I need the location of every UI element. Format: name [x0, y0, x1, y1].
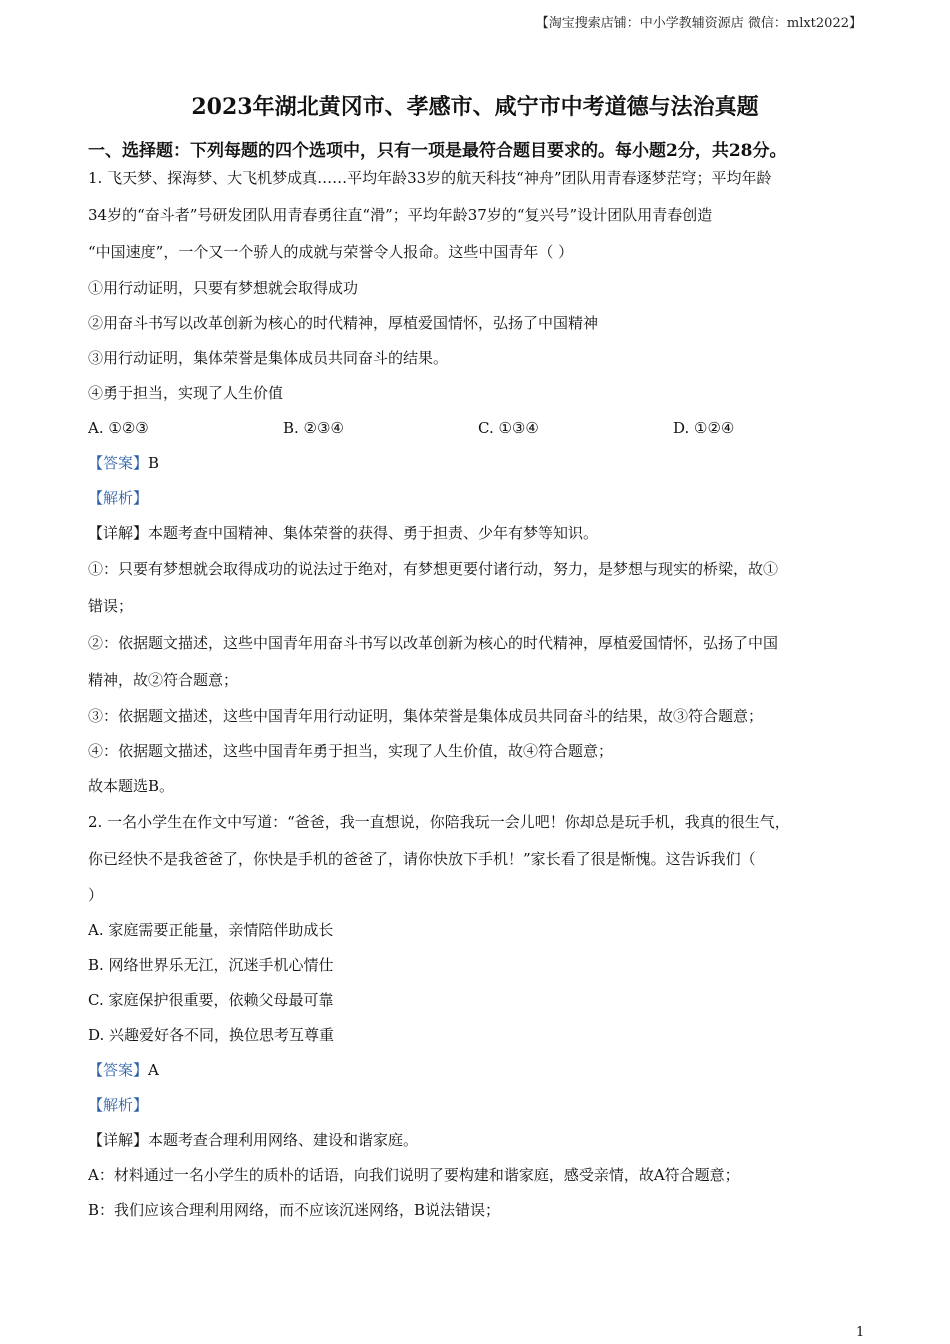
q1-explanation: ④：依据题文描述，这些中国青年勇于担当，实现了人生价值，故④符合题意； [88, 742, 614, 760]
q1-detail [88, 516, 878, 551]
q1-explanation: ③：依据题文描述，这些中国青年用行动证明，集体荣誉是集体成员共同奋斗的结果，故③符合题意； [88, 707, 764, 725]
document-body [88, 160, 878, 1228]
q1-explanation: 错误； [88, 597, 134, 615]
q2-detail [88, 1123, 878, 1158]
q1-explanation: ①：只要有梦想就会取得成功的说法过于绝对，有梦想更要付诸行动，努力，是梦想与现实的桥梁，故① [88, 560, 779, 578]
q2-stem-line: 你已经快不是我爸爸了，你快是手机的爸爸了，请你快放下手机！”家长看了很是惭愧。这告诉我们（ [88, 850, 756, 868]
q2-explanation: A：材料通过一名小学生的质朴的话语，向我们说明了要构建和谐家庭，感受亲情，故A符合题意； [88, 1166, 740, 1184]
q2-explanation: B：我们应该合理利用网络，而不应该沉迷网络，B说法错误； [88, 1201, 501, 1219]
header-note: 【淘宝搜索店铺：中小学教辅资源店 微信：mlxt2022】 [535, 16, 862, 31]
q1-answer-value: B [148, 454, 160, 472]
q1-explanation: ②：依据题文描述，这些中国青年用奋斗书写以改革创新为核心的时代精神，厚植爱国情怀，弘扬了中国 [88, 634, 779, 652]
q1-stem-line: 34岁的“奋斗者”号研发团队用青春勇往直“滑”；平均年龄37岁的“复兴号”设计团队用青春创造 [88, 206, 713, 224]
analysis-tag: 【解析】 [88, 489, 149, 507]
q1-analysis [88, 481, 878, 516]
q1-statement: ③用行动证明，集体荣誉是集体成员共同奋斗的结果。 [88, 349, 449, 367]
page-title: 2023年湖北黄冈市、孝感市、咸宁市中考道德与法治真题 [191, 94, 759, 120]
analysis-tag: 【解析】 [88, 1096, 149, 1114]
q1-statement: ②用奋斗书写以改革创新为核心的时代精神，厚植爱国情怀，弘扬了中国精神 [88, 314, 599, 332]
answer-tag: 【答案】 [88, 454, 149, 472]
q1-explanation: 精神，故②符合题意； [88, 671, 239, 689]
q1-detail-text: 本题考查中国精神、集体荣誉的获得、勇于担责、少年有梦等知识。 [148, 524, 599, 542]
q2-answer-value: A [148, 1061, 159, 1079]
detail-tag: 【详解】 [88, 1131, 149, 1149]
detail-tag: 【详解】 [88, 524, 149, 542]
q1-stem-line: 1. 飞天梦、探海梦、大飞机梦成真……平均年龄33岁的航天科技“神舟”团队用青春逐梦茫穹；平均年龄 [88, 169, 772, 187]
q1-explanation: 故本题选B。 [88, 777, 175, 795]
q2-option-a: A. 家庭需要正能量，亲情陪伴助成长 [88, 921, 334, 939]
q2-option-b: B. 网络世界乐无江，沉迷手机心情仕 [88, 956, 334, 974]
q2-option-c: C. 家庭保护很重要，依赖父母最可靠 [88, 991, 334, 1009]
q1-option-d: D. ①②④ [673, 419, 735, 437]
page-number: 1 [856, 1325, 865, 1340]
q1-statement: ①用行动证明，只要有梦想就会取得成功 [88, 279, 359, 297]
q1-stem-line: “中国速度”，一个又一个骄人的成就与荣誉令人报命。这些中国青年（ ） [88, 243, 574, 261]
q2-stem-line: 2. 一名小学生在作文中写道：“爸爸，我一直想说，你陪我玩一会儿吧！你却总是玩手机，我真的很生气， [88, 813, 790, 831]
q2-stem-line: ） [88, 886, 104, 904]
q1-option-a: A. ①②③ [88, 419, 149, 437]
q2-detail-text: 本题考查合理利用网络、建设和谐家庭。 [148, 1131, 419, 1149]
q1-answer [88, 446, 878, 481]
section-heading: 一、选择题：下列每题的四个选项中，只有一项是最符合题目要求的。每小题2分，共28分。 [88, 141, 787, 161]
q1-statement: ④勇于担当，实现了人生价值 [88, 384, 284, 402]
q2-answer [88, 1053, 878, 1088]
answer-tag: 【答案】 [88, 1061, 149, 1079]
q1-option-c: C. ①③④ [478, 419, 539, 437]
q1-options [88, 411, 878, 446]
q1-option-b: B. ②③④ [283, 419, 344, 437]
q2-analysis [88, 1088, 878, 1123]
q2-option-d: D. 兴趣爱好各不同，换位思考互尊重 [88, 1026, 335, 1044]
